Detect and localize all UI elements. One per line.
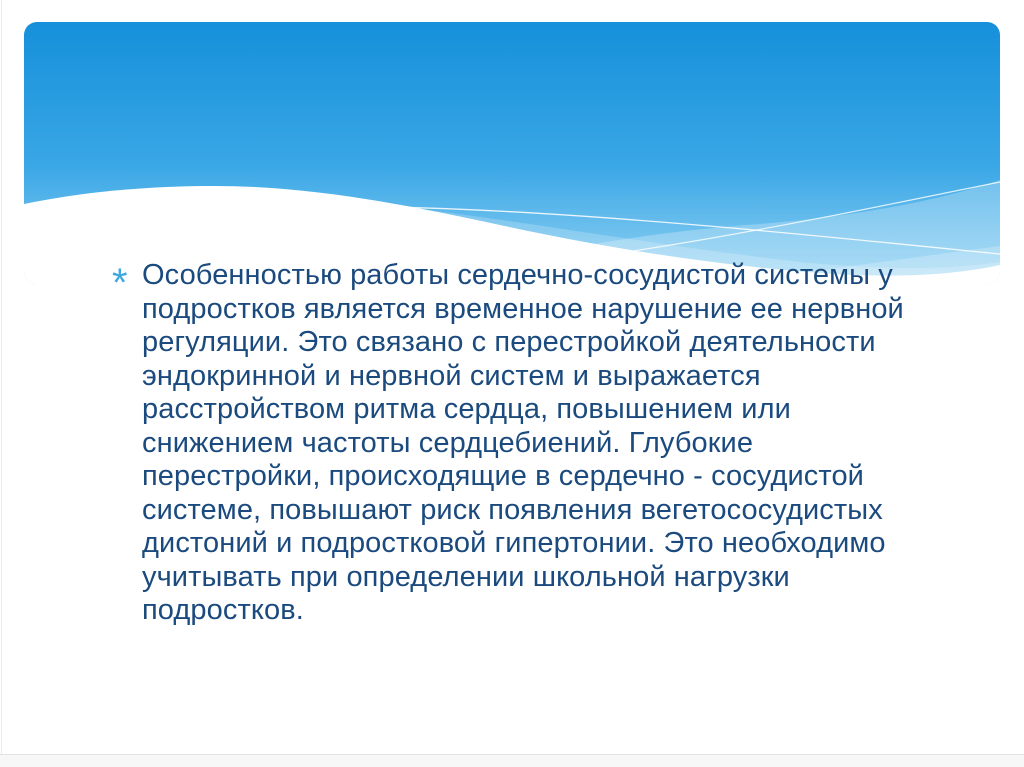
text-line: учитывать при определении школьной нагрузки xyxy=(142,560,790,593)
text-line: эндокринной и нервной систем и выражается xyxy=(142,359,761,392)
text-line: подростков является временное нарушение ее нервной xyxy=(142,292,904,325)
bottom-edge-divider xyxy=(0,754,1024,767)
text-line: расстройством ритма сердца, повышением или xyxy=(142,393,791,425)
text-line: подростков. xyxy=(142,594,304,626)
text-line: регуляции. Это связано с перестройкой деятельности xyxy=(142,326,876,358)
slide-body-text xyxy=(142,259,952,628)
text-line: перестройки, происходящие в сердечно - сосудистой xyxy=(142,460,864,492)
text-line: снижением частоты сердцебиений. Глубокие xyxy=(142,426,754,459)
asterisk-bullet-icon: * xyxy=(112,261,128,305)
text-line: системе, повышают риск появления вегетососудистых xyxy=(142,493,883,526)
text-line: дистоний и подростковой гипертонии. Это необходимо xyxy=(142,527,886,559)
left-edge-divider xyxy=(1,0,2,767)
text-line: Особенностью работы сердечно-сосудистой системы у xyxy=(142,259,893,291)
